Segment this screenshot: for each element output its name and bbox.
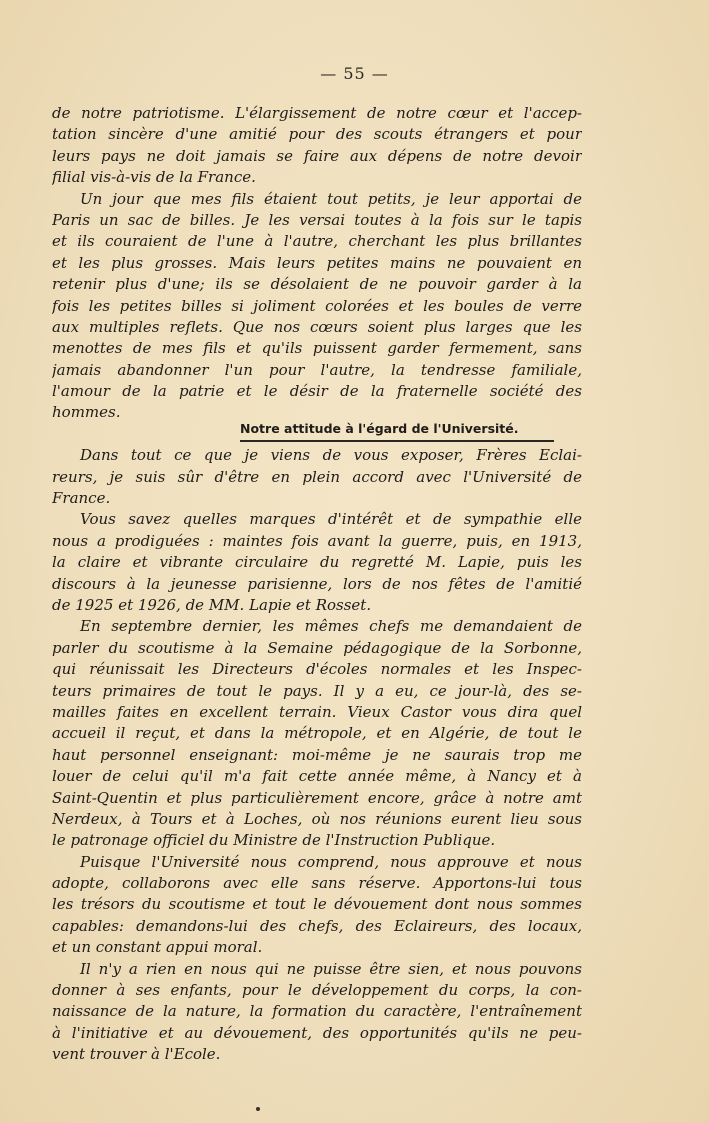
- body-text: [52, 103, 582, 1066]
- text-line: nous a prodiguées : maintes fois avant la guerre, puis, en 1913,: [52, 531, 582, 550]
- text-line: naissance de la nature, la formation du caractère, l'entraînement: [52, 1002, 582, 1021]
- text-line: reurs, je suis sûr d'être en plein accord avec l'Université de: [52, 467, 582, 486]
- text-line: France.: [52, 489, 111, 508]
- text-line: et ils couraient de l'une à l'autre, cherchant les plus brillantes: [52, 232, 582, 251]
- text-line: de notre patriotisme. L'élargissement de notre cœur et l'accep-: [52, 104, 582, 122]
- text-line: jamais abandonner l'un pour l'autre, la tendresse familiale,: [52, 360, 582, 379]
- text-line: accueil il reçut, et dans la métropole, et en Algérie, de tout le: [52, 724, 582, 743]
- text-line: parler du scoutisme à la Semaine pédagogique de la Sorbonne,: [52, 638, 582, 657]
- text-line: menottes de mes fils et qu'ils puissent garder fermement, sans: [52, 339, 582, 358]
- text-line: tation sincère d'une amitié pour des scouts étrangers et pour: [52, 125, 582, 144]
- text-line: la claire et vibrante circulaire du regretté M. Lapie, puis les: [52, 553, 582, 572]
- text-line: teurs primaires de tout le pays. Il y a eu, ce jour-là, des se-: [52, 681, 582, 700]
- text-line: capables: demandons-lui des chefs, des Eclaireurs, des locaux,: [52, 916, 582, 935]
- page-number: — 55 —: [320, 64, 389, 83]
- text-line: Il n'y a rien en nous qui ne puisse être sien, et nous pouvons: [80, 959, 582, 978]
- text-line: discours à la jeunesse parisienne, lors de nos fêtes de l'amitié: [52, 574, 582, 593]
- text-line: fois les petites billes si joliment colorées et les boules de verre: [52, 296, 582, 315]
- text-line: le patronage officiel du Ministre de l'Instruction Publique.: [52, 831, 496, 850]
- text-line: vent trouver à l'Ecole.: [52, 1045, 221, 1064]
- text-line: En septembre dernier, les mêmes chefs me demandaient de: [80, 617, 582, 636]
- text-line: et les plus grosses. Mais leurs petites mains ne pouvaient en: [52, 253, 582, 272]
- text-line: hommes.: [52, 403, 121, 422]
- text-line: Dans tout ce que je viens de vous exposer, Frères Eclai-: [80, 446, 582, 465]
- text-line: et un constant appui moral.: [52, 938, 263, 957]
- text-line: Un jour que mes fils étaient tout petits, je leur apportai de: [80, 189, 582, 208]
- heading-underline: [240, 440, 554, 442]
- text-line: retenir plus d'une; ils se désolaient de ne pouvoir garder à la: [52, 275, 582, 294]
- text-line: aux multiples reflets. Que nos cœurs soient plus larges que les: [52, 317, 582, 336]
- text-line: louer de celui qu'il m'a fait cette année même, à Nancy et à: [52, 767, 582, 786]
- text-line: haut personnel enseignant: moi-même je ne saurais trop me: [52, 745, 582, 764]
- text-line: qui réunissait les Directeurs d'écoles normales et les Inspec-: [52, 660, 582, 679]
- text-line: Vous savez quelles marques d'intérêt et de sympathie elle: [80, 510, 582, 529]
- text-line: filial vis-à-vis de la France.: [52, 168, 256, 187]
- text-line: Puisque l'Université nous comprend, nous approuve et nous: [80, 852, 582, 871]
- text-line: leurs pays ne doit jamais se faire aux dépens de notre devoir: [52, 146, 582, 165]
- text-line: à l'initiative et au dévouement, des opportunités qu'ils ne peu-: [52, 1023, 582, 1042]
- text-line: les trésors du scoutisme et tout le dévouement dont nous sommes: [52, 895, 582, 914]
- section-heading: Notre attitude à l'égard de l'Université.: [240, 421, 519, 436]
- text-line: donner à ses enfants, pour le développement du corps, la con-: [52, 981, 582, 1000]
- text-line: Saint-Quentin et plus particulièrement encore, grâce à notre amt: [52, 788, 582, 807]
- ink-dot: [256, 1107, 260, 1111]
- text-line: adopte, collaborons avec elle sans réserve. Apportons-lui tous: [52, 874, 582, 893]
- text-line: mailles faites en excellent terrain. Vieux Castor vous dira quel: [52, 702, 582, 721]
- text-line: l'amour de la patrie et le désir de la fraternelle société des: [52, 382, 582, 401]
- text-line: Nerdeux, à Tours et à Loches, où nos réunions eurent lieu sous: [52, 809, 582, 828]
- text-line: de 1925 et 1926, de MM. Lapie et Rosset.: [52, 595, 372, 614]
- text-line: Paris un sac de billes. Je les versai toutes à la fois sur le tapis: [52, 210, 582, 229]
